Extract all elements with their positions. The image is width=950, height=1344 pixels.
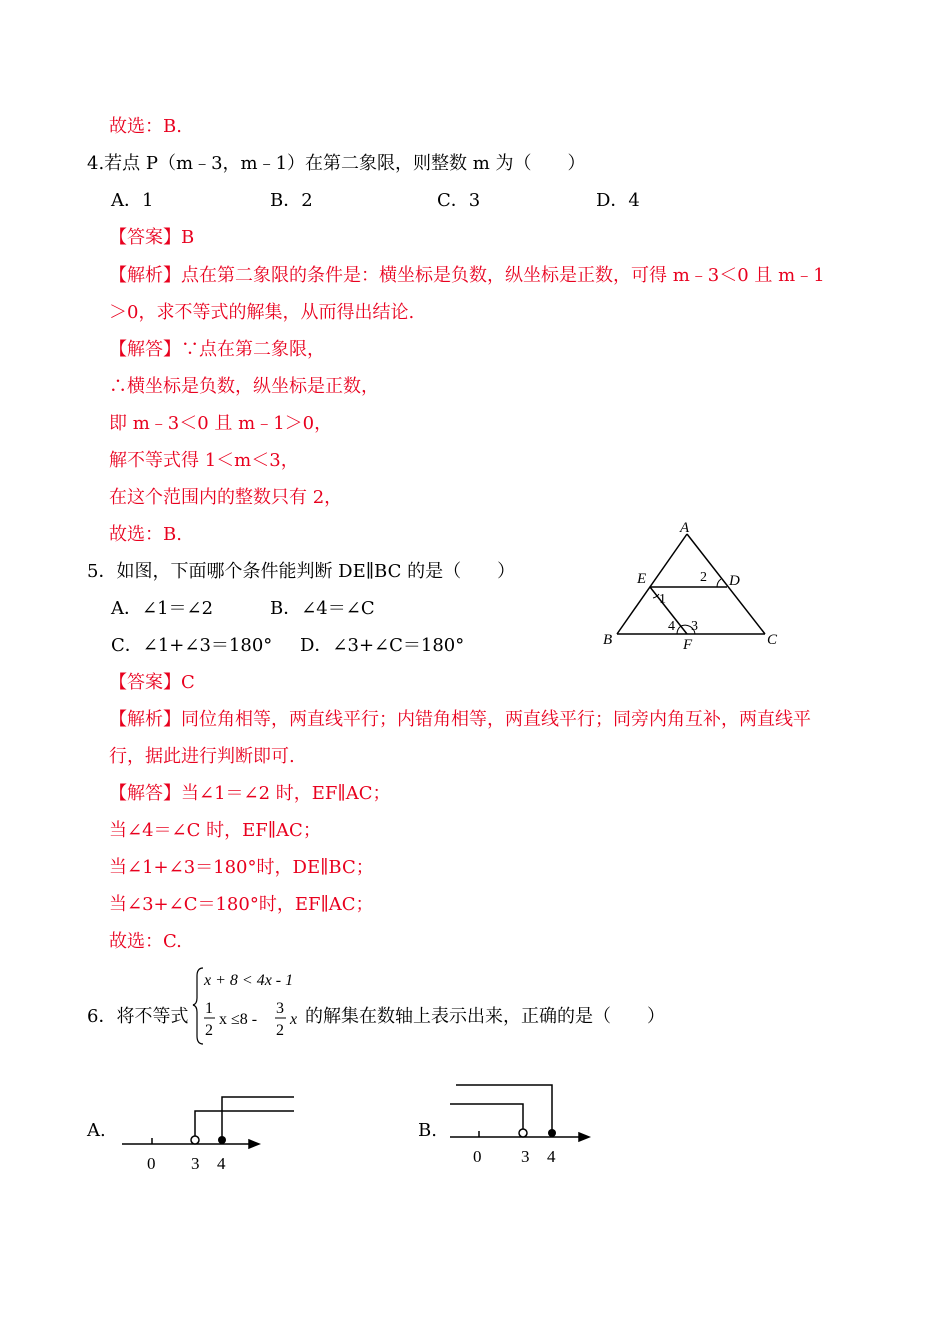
system-line-2-middle: x ≤8 - xyxy=(219,1011,258,1028)
q4-answer: 【答案】B xyxy=(109,227,195,248)
q5-solution-line: 当∠3+∠C＝180°时，EF∥AC； xyxy=(109,894,374,915)
q5-option-d: D．∠3+∠C＝180° xyxy=(300,635,465,656)
angle-label: 1 xyxy=(659,592,666,607)
q4-solution-line: 【解答】∵点在第二象限， xyxy=(109,339,325,360)
q5-stem: 5．如图，下面哪个条件能判断 DE∥BC 的是（ ） xyxy=(87,561,516,582)
angle-label: 3 xyxy=(691,619,698,634)
q4-analysis-1: 【解析】点在第二象限的条件是：横坐标是负数，纵坐标是正数，可得 m﹣3＜0 且 m﹣1 xyxy=(109,265,825,286)
tick-label: 3 xyxy=(521,1147,530,1166)
q6-prefix: 6．将不等式 xyxy=(87,1006,189,1027)
point-label: D xyxy=(729,573,740,589)
fraction-denominator: 2 xyxy=(276,1022,284,1039)
q6-suffix: 的解集在数轴上表示出来，正确的是（ ） xyxy=(305,1006,665,1027)
q4-option-d: D．4 xyxy=(596,190,640,211)
number-line-a xyxy=(118,1085,308,1180)
q5-solution-line: 当∠4＝∠C 时，EF∥AC； xyxy=(109,820,321,841)
point-label: C xyxy=(767,632,778,648)
q5-solution-line: 故选：C. xyxy=(109,931,182,952)
tick-label: 4 xyxy=(217,1154,226,1173)
fraction-numerator: 1 xyxy=(205,1000,213,1017)
q5-analysis-1: 【解析】同位角相等，两直线平行；内错角相等，两直线平行；同旁内角互补，两直线平 xyxy=(109,709,811,730)
system-line-1: x + 8 < 4x - 1 xyxy=(204,972,294,989)
q5-option-a: A．∠1＝∠2 xyxy=(111,598,214,619)
triangle-figure xyxy=(595,518,795,658)
point-label: B xyxy=(603,632,613,648)
fraction-denominator: 2 xyxy=(205,1022,213,1039)
q4-option-b: B．2 xyxy=(270,190,313,211)
point-label: E xyxy=(637,571,647,587)
q5-solution-line: 【解答】当∠1＝∠2 时，EF∥AC； xyxy=(109,783,391,804)
q4-solution-line: 在这个范围内的整数只有 2， xyxy=(109,487,343,508)
q4-solution-line: 解不等式得 1＜m＜3， xyxy=(109,450,299,471)
inequality-system xyxy=(192,964,304,1046)
point-label: F xyxy=(683,637,693,653)
q4-solution-line: 即 m﹣3＜0 且 m﹣1＞0， xyxy=(109,413,333,434)
angle-label: 4 xyxy=(668,619,675,634)
q5-option-c: C．∠1+∠3＝180° xyxy=(111,635,273,656)
q3-choose: 故选：B. xyxy=(109,116,182,137)
number-line-b xyxy=(446,1078,606,1173)
q6-option-b-label: B. xyxy=(418,1120,437,1141)
q4-solution-line: 故选：B. xyxy=(109,524,182,545)
tick-label: 4 xyxy=(547,1147,556,1166)
q4-solution-line: ∴横坐标是负数，纵坐标是正数， xyxy=(109,376,379,397)
q5-analysis-2: 行，据此进行判断即可. xyxy=(109,746,295,767)
q5-option-b: B．∠4＝∠C xyxy=(270,598,375,619)
point-label: A xyxy=(680,520,690,536)
tick-label: 0 xyxy=(147,1154,156,1173)
q6-option-a-label: A. xyxy=(87,1120,106,1141)
q4-option-c: C．3 xyxy=(437,190,481,211)
fraction-numerator: 3 xyxy=(276,1000,284,1017)
system-variable: x xyxy=(290,1011,298,1028)
q5-answer: 【答案】C xyxy=(109,672,195,693)
tick-label: 3 xyxy=(191,1154,200,1173)
angle-label: 2 xyxy=(700,570,707,585)
q5-solution-line: 当∠1+∠3＝180°时，DE∥BC； xyxy=(109,857,374,878)
q4-stem: 4.若点 P（m﹣3，m﹣1）在第二象限，则整数 m 为（ ） xyxy=(87,153,586,174)
tick-label: 0 xyxy=(473,1147,482,1166)
q4-analysis-2: ＞0，求不等式的解集，从而得出结论. xyxy=(109,302,415,323)
q4-option-a: A．1 xyxy=(111,190,154,211)
